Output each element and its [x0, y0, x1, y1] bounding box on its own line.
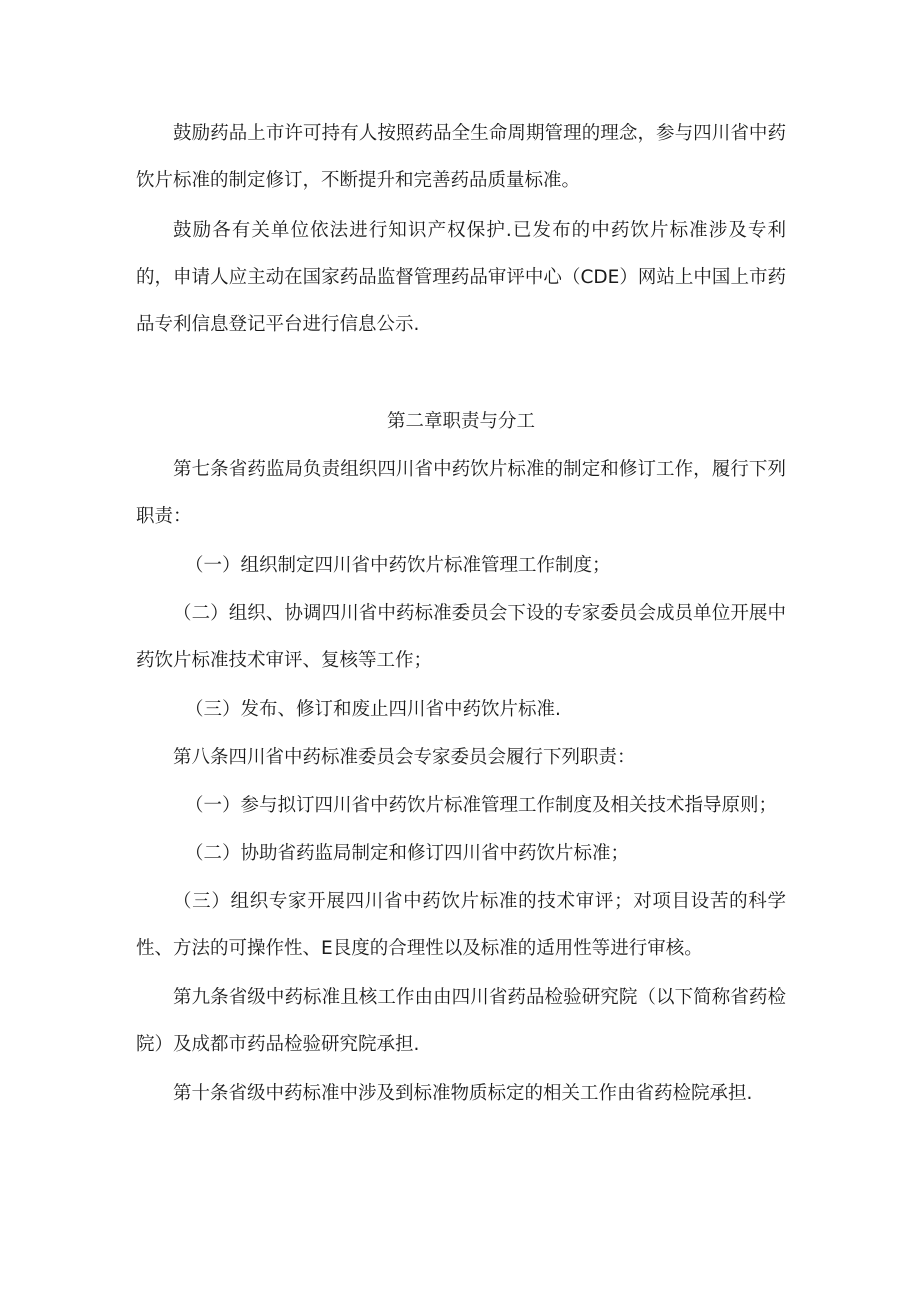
- article-8-item-3: （三）组织专家开展四川省中药饮片标准的技术审评；对项目设苦的科学性、方法的可操作性、E艮度的合理性以及标准的适用性等进行审核。: [136, 891, 786, 959]
- article-10: 第十条省级中药标准中涉及到标准物质标定的相关工作由省药检院承担.: [173, 1083, 753, 1104]
- article-8-item-2: （二）协助省药监局制定和修订四川省中药饮片标准；: [185, 843, 630, 864]
- article-7-item-2: （二）组织、协调四川省中药标准委员会下设的专家委员会成员单位开展中药饮片标准技术审评、复核等工作；: [136, 603, 786, 671]
- chapter-heading: 第二章职责与分工: [386, 411, 535, 432]
- article-7-item-1: （一）组织制定四川省中药饮片标准管理工作制度；: [185, 555, 611, 576]
- article-8: 第八条四川省中药标准委员会专家委员会履行下列职责：: [173, 747, 636, 768]
- article-9: 第九条省级中药标准且核工作由由四川省药品检验研究院（以下简称省药检院）及成都市药品检验研究院承担.: [136, 987, 786, 1055]
- article-7-item-3: （三）发布、修订和废止四川省中药饮片标准.: [185, 699, 561, 720]
- paragraph-encourage-holders: 鼓励药品上市许可持有人按照药品全生命周期管理的理念，参与四川省中药饮片标准的制定修订，不断提升和完善药品质量标准。: [136, 123, 786, 191]
- article-8-item-1: （一）参与拟订四川省中药饮片标准管理工作制度及相关技术指导原则；: [185, 795, 778, 816]
- paragraph-ip-protection: 鼓励各有关单位依法进行知识产权保护.已发布的中药饮片标准涉及专利的，申请人应主动在国家药品监督管理药品审评中心（CDE）网站上中国上市药品专利信息登记平台进行信息公示.: [136, 220, 786, 335]
- article-7: 第七条省药监局负责组织四川省中药饮片标准的制定和修订工作，履行下列职责：: [136, 459, 786, 527]
